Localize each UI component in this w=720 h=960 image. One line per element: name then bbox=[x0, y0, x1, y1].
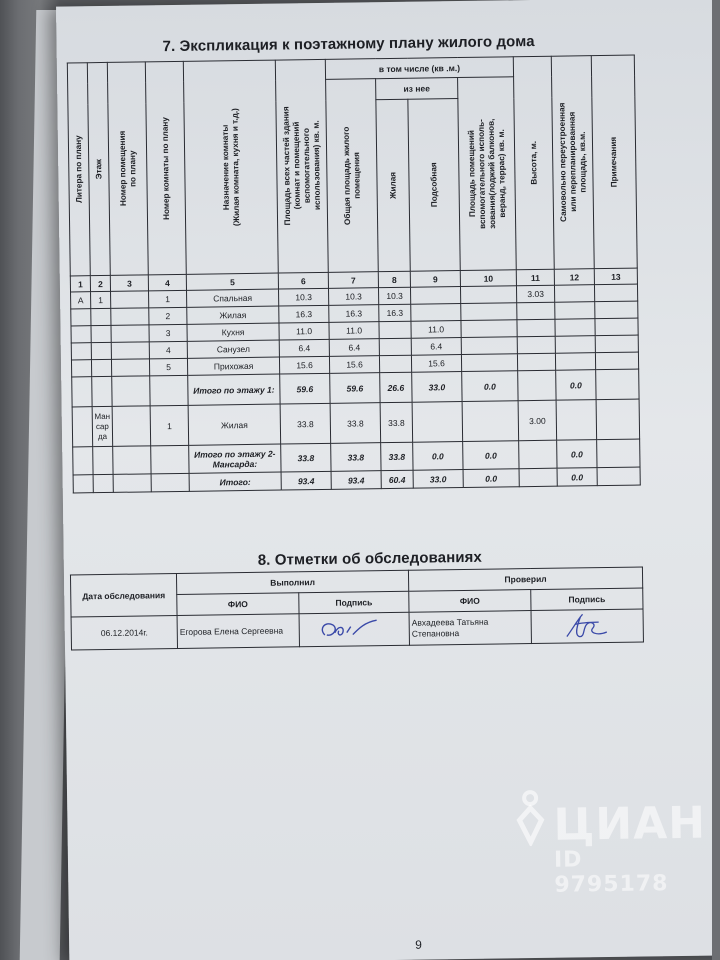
col-number: 10 bbox=[460, 270, 516, 287]
cell-naznach: Санузел bbox=[187, 340, 279, 358]
cell-etazh: Ман сар да bbox=[92, 406, 113, 446]
header-primechaniya: Примечания bbox=[608, 136, 619, 188]
cell-c6: 93.4 bbox=[281, 471, 331, 490]
cell-c10: 0.0 bbox=[463, 441, 519, 470]
header-vysota: Высота, м. bbox=[528, 141, 539, 185]
cell-c8: 26.6 bbox=[380, 372, 412, 402]
cell-c6: 15.6 bbox=[279, 356, 329, 374]
signature-avhadeeva bbox=[552, 610, 622, 641]
cell-pomeschenie bbox=[111, 308, 149, 326]
header-pomeschenie: Номер помещения по плану bbox=[117, 130, 138, 207]
cell-c12: 0.0 bbox=[557, 440, 597, 469]
total-label: Итого по этажу 2-Мансарда: bbox=[189, 444, 281, 473]
cell-litera bbox=[71, 360, 91, 377]
cell-c6: 6.4 bbox=[279, 339, 329, 357]
cell-c9 bbox=[411, 304, 461, 322]
cell-etazh bbox=[91, 342, 111, 359]
cell-pomeschenie bbox=[111, 325, 149, 343]
cell-pomeschenie bbox=[111, 291, 149, 309]
header-vspomog: Площадь помещений вспомогательного исполь- зования(лоджий балконов, веранд, террас) кв. м. bbox=[466, 118, 507, 229]
signature-egorova bbox=[314, 614, 394, 643]
cell-c12 bbox=[555, 353, 595, 371]
col-number: 9 bbox=[410, 271, 460, 288]
cell-c13 bbox=[594, 284, 637, 302]
cell-c12 bbox=[555, 302, 595, 320]
header-zhilaya: Жилая bbox=[387, 171, 398, 200]
section7-title: 7. Экспликация к поэтажному плану жилого дома bbox=[162, 32, 535, 56]
cell-c7: 33.8 bbox=[330, 403, 381, 444]
header-fio: ФИО bbox=[177, 593, 299, 616]
cell-c9: 0.0 bbox=[413, 442, 463, 471]
cell-etazh bbox=[91, 359, 111, 376]
inspection-table bbox=[70, 566, 644, 650]
cell-c13 bbox=[595, 318, 638, 336]
col-number: 4 bbox=[148, 274, 186, 291]
cell-naznachenie: Жилая bbox=[188, 404, 281, 445]
header-date: Дата обследования bbox=[70, 574, 177, 617]
cell-komnata: 2 bbox=[149, 307, 187, 325]
cell-c12 bbox=[555, 285, 595, 303]
cell-litera bbox=[71, 326, 91, 343]
col-number: 13 bbox=[594, 268, 637, 285]
proveril-signature bbox=[531, 609, 643, 644]
header-podsobnaya: Подсобная bbox=[428, 162, 439, 208]
col-number: 12 bbox=[554, 269, 594, 286]
col-number: 11 bbox=[516, 269, 554, 286]
page-number: 9 bbox=[415, 937, 422, 952]
cell-c9: 15.6 bbox=[411, 355, 461, 373]
cell-litera bbox=[71, 343, 91, 360]
header-fio: ФИО bbox=[409, 590, 531, 613]
cell-c9: 33.0 bbox=[412, 372, 462, 403]
cell-c11: 3.03 bbox=[517, 285, 555, 303]
pin-person-icon bbox=[515, 790, 546, 846]
cell-c8 bbox=[379, 338, 411, 355]
header-v-tom-chisle: в том числе (кв .м.) bbox=[325, 57, 513, 80]
col-number: 5 bbox=[186, 273, 278, 290]
cell-naznach: Кухня bbox=[187, 323, 279, 341]
cell-c9: 11.0 bbox=[411, 321, 461, 339]
total-label: Итого по этажу 1: bbox=[188, 374, 280, 405]
col-number: 6 bbox=[278, 272, 328, 289]
cell-c12: 0.0 bbox=[556, 370, 596, 401]
total-label: Итого: bbox=[189, 472, 281, 491]
cell-c6: 11.0 bbox=[279, 322, 329, 340]
cell-etazh: 1 bbox=[91, 291, 111, 308]
header-iz-nee: из нее bbox=[376, 78, 458, 100]
cell-c10 bbox=[461, 337, 517, 355]
cell-c7: 6.4 bbox=[329, 339, 379, 357]
header-samovolno: Самовольно переустроенная или перепланированная площадь, кв.м. bbox=[556, 102, 588, 223]
cell-komnata: 5 bbox=[149, 358, 187, 376]
cell-c13 bbox=[595, 352, 638, 370]
col-number: 7 bbox=[328, 272, 378, 289]
cell-komnata: 1 bbox=[150, 405, 189, 446]
cell-komnata: 1 bbox=[149, 290, 187, 308]
cell-c8: 16.3 bbox=[379, 304, 411, 321]
col-number: 1 bbox=[70, 276, 90, 292]
cell-c7: 16.3 bbox=[329, 305, 379, 323]
cell-c10 bbox=[461, 303, 517, 321]
cell-c7: 59.6 bbox=[330, 373, 380, 404]
cell-c12: 0.0 bbox=[557, 468, 597, 487]
header-podpis: Подпись bbox=[531, 588, 643, 611]
cell-c9 bbox=[410, 287, 460, 305]
cell-c11 bbox=[517, 302, 555, 320]
cell-pomeschenie bbox=[111, 359, 149, 377]
vypolnil-signature bbox=[299, 612, 409, 647]
cell-c11 bbox=[517, 353, 555, 371]
cell-c7: 11.0 bbox=[329, 322, 379, 340]
cell-c6: 10.3 bbox=[278, 288, 328, 306]
cell-c13 bbox=[595, 335, 638, 353]
cell-c8: 33.8 bbox=[380, 402, 413, 442]
cell-c10: 0.0 bbox=[462, 371, 518, 402]
right-edge-shadow bbox=[712, 0, 720, 960]
col-number: 2 bbox=[90, 275, 110, 291]
cell-komnata: 4 bbox=[149, 341, 187, 359]
cell-c10 bbox=[461, 320, 517, 338]
col-number: 3 bbox=[110, 275, 148, 292]
cell-c8: 60.4 bbox=[381, 470, 413, 488]
vypolnil-fio: Егорова Елена Сергеевна bbox=[177, 614, 299, 649]
cell-c10 bbox=[461, 354, 517, 372]
cell-c6: 33.8 bbox=[280, 403, 331, 444]
header-vypolnil: Выполнил bbox=[176, 570, 408, 594]
header-proveril: Проверил bbox=[408, 567, 642, 591]
cell-litera: А bbox=[71, 292, 91, 309]
cell-c8 bbox=[379, 321, 411, 338]
cell-c6: 33.8 bbox=[281, 443, 331, 472]
cell-c8: 33.8 bbox=[381, 442, 413, 470]
cell-etazh bbox=[91, 325, 111, 342]
inspection-date: 06.12.2014г. bbox=[71, 616, 177, 650]
cell-c9: 33.0 bbox=[413, 469, 463, 488]
cell-naznach: Жилая bbox=[187, 306, 279, 324]
cell-c11 bbox=[517, 336, 555, 354]
cell-c12 bbox=[555, 319, 595, 337]
cell-c12 bbox=[555, 336, 595, 354]
header-komnata: Номер комнаты по плану bbox=[160, 116, 171, 220]
header-etazh: Этаж bbox=[93, 158, 103, 180]
cell-c6: 16.3 bbox=[279, 305, 329, 323]
cell-c7: 15.6 bbox=[329, 356, 379, 374]
cell-etazh bbox=[91, 308, 111, 325]
cell-pomeschenie bbox=[111, 342, 149, 360]
cell-c8: 10.3 bbox=[378, 287, 410, 304]
header-ploshad-vseh: Площадь всех частей здания (комнат и помещений вспомогательного использования) кв. м. bbox=[280, 106, 322, 226]
cell-litera bbox=[71, 309, 91, 326]
cell-naznach: Спальная bbox=[187, 289, 279, 307]
explication-table bbox=[67, 55, 641, 494]
cell-c8 bbox=[379, 355, 411, 372]
section8-title: 8. Отметки об обследованиях bbox=[257, 548, 483, 569]
cell-c7: 10.3 bbox=[328, 288, 378, 306]
cell-c13 bbox=[595, 301, 638, 319]
cell-c7: 93.4 bbox=[331, 471, 381, 490]
cell-c7: 33.8 bbox=[331, 443, 381, 472]
cell-c6: 59.6 bbox=[280, 373, 330, 404]
cell-c10: 0.0 bbox=[463, 469, 519, 488]
cell-c11: 3.00 bbox=[518, 400, 557, 441]
cell-c10 bbox=[460, 286, 516, 304]
cell-komnata: 3 bbox=[149, 324, 187, 342]
header-obshaya: Общая площадь жилого помещения bbox=[341, 126, 362, 225]
cell-c11 bbox=[517, 319, 555, 337]
watermark-name: ЦИАН bbox=[553, 797, 707, 851]
header-naznachenie: Назначение комнаты (Жилая комната, кухня и т.д.) bbox=[220, 108, 241, 227]
col-number: 8 bbox=[378, 271, 410, 287]
header-podpis: Подпись bbox=[299, 591, 409, 614]
watermark-id: ID 9795178 bbox=[553, 847, 669, 898]
header-litera: Литера по плану bbox=[73, 135, 84, 204]
cell-naznach: Прихожая bbox=[187, 357, 279, 375]
document-page bbox=[56, 0, 720, 960]
proveril-fio: Авхадеева Татьяна Степановна bbox=[409, 611, 531, 646]
cell-c9: 6.4 bbox=[411, 338, 461, 356]
